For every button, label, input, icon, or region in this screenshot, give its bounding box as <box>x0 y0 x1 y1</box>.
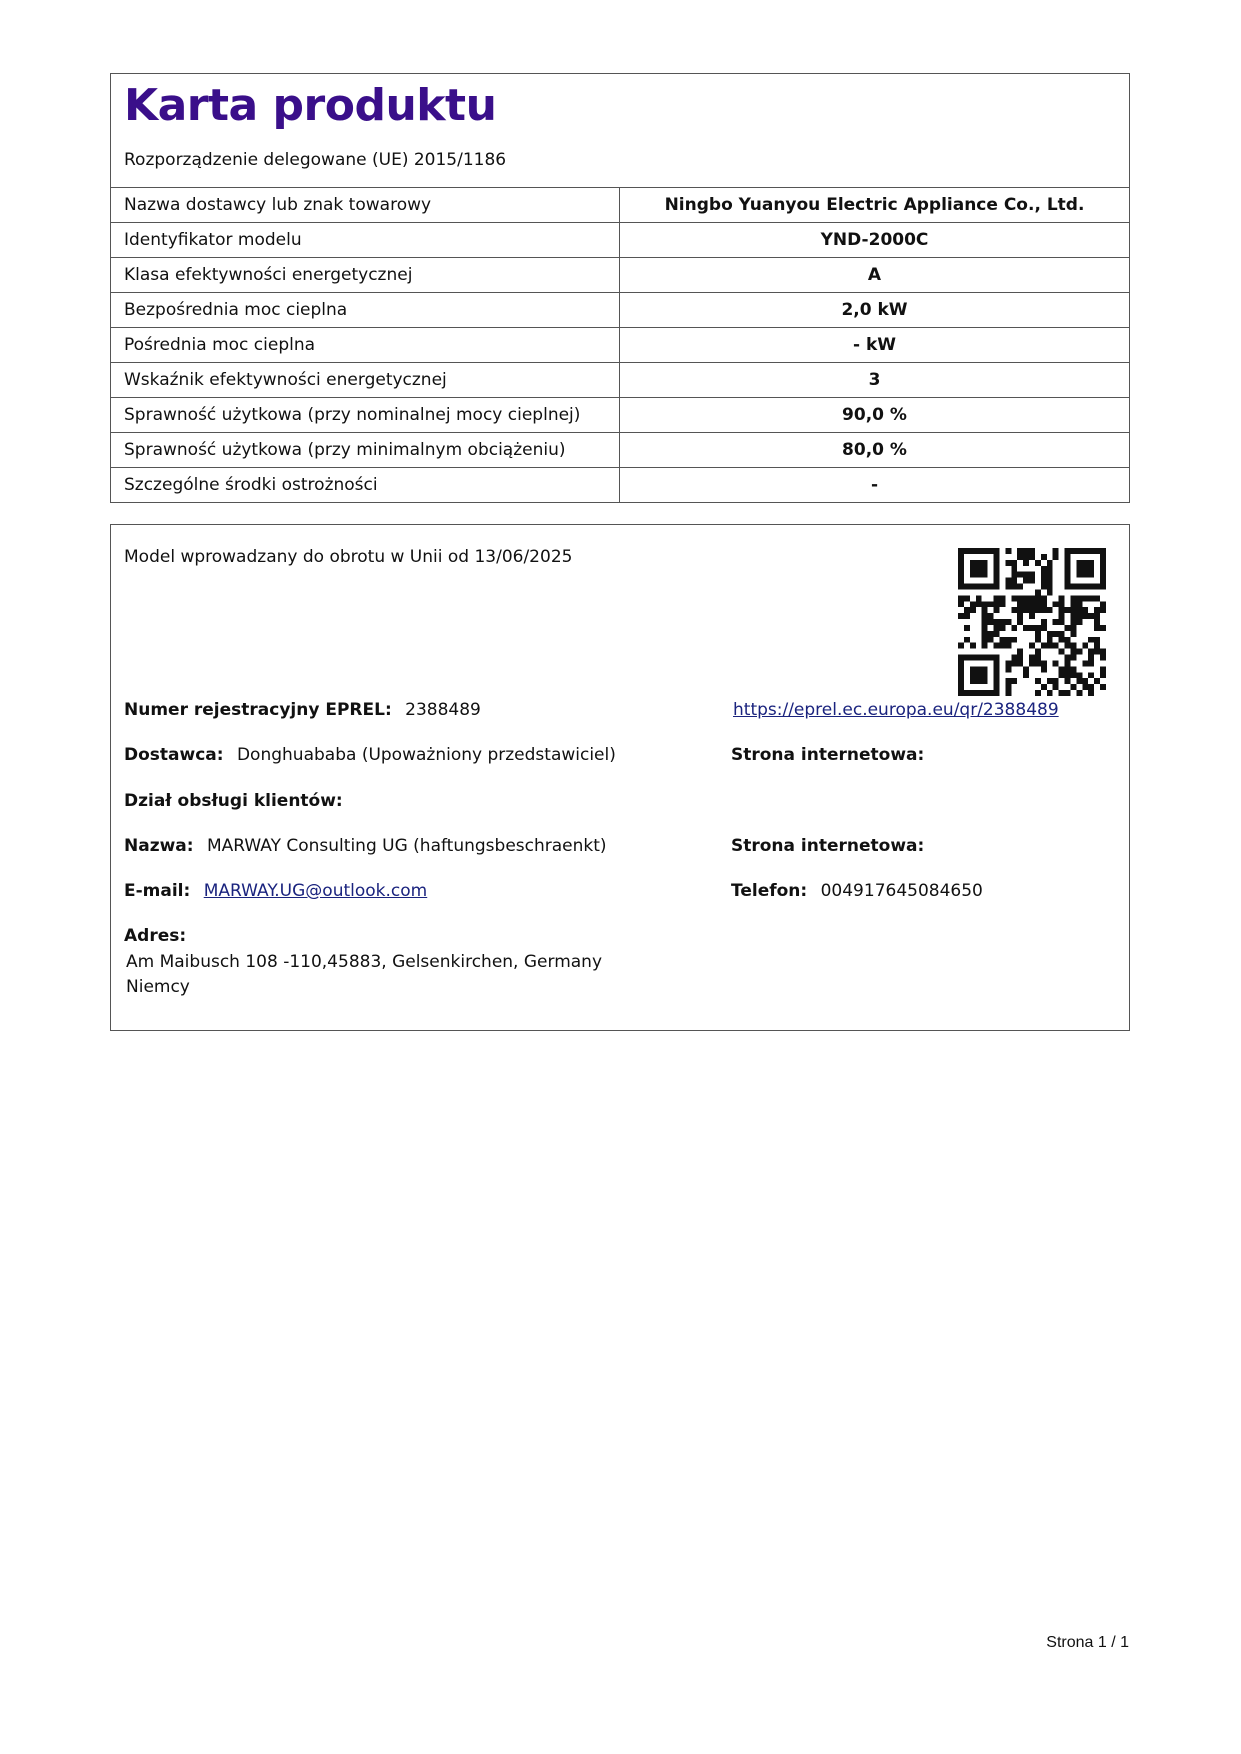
page-title: Karta produktu <box>124 80 497 131</box>
table-row <box>111 433 1129 468</box>
table-row <box>111 328 1129 363</box>
row-label: Wskaźnik efektywności energetycznej <box>111 363 620 398</box>
row-label: Identyfikator modelu <box>111 223 620 258</box>
table-row <box>111 363 1129 398</box>
supplier-name: Donghuababa (Upoważniony przedstawiciel) <box>236 745 616 765</box>
email-label: E-mail: <box>124 881 191 901</box>
customer-service-label: Dział obsługi klientów: <box>124 791 343 811</box>
table-row <box>111 468 1129 503</box>
name-label: Nazwa: <box>124 836 194 856</box>
row-label: Bezpośrednia moc cieplna <box>111 293 620 328</box>
row-label: Pośrednia moc cieplna <box>111 328 620 363</box>
row-label: Klasa efektywności energetycznej <box>111 258 620 293</box>
row-label: Szczególne środki ostrożności <box>111 468 620 503</box>
row-value: - <box>620 468 1130 503</box>
regulation-reference: Rozporządzenie delegowane (UE) 2015/1186 <box>124 150 507 170</box>
row-label: Sprawność użytkowa (przy minimalnym obciążeniu) <box>111 433 620 468</box>
email-row <box>124 881 427 901</box>
eprel-number: 2388489 <box>405 700 481 720</box>
row-label: Sprawność użytkowa (przy nominalnej mocy cieplnej) <box>111 398 620 433</box>
qr-code <box>958 548 1106 696</box>
row-value: 2,0 kW <box>620 293 1130 328</box>
address-line-1: Am Maibusch 108 -110,45883, Gelsenkirchen, Germany <box>126 952 602 972</box>
phone-number: 004917645084650 <box>820 881 983 901</box>
product-parameters-table <box>111 188 1129 502</box>
row-label: Nazwa dostawcy lub znak towarowy <box>111 188 620 223</box>
product-card <box>110 73 1130 503</box>
table-row <box>111 188 1129 223</box>
row-value: 3 <box>620 363 1130 398</box>
company-name: MARWAY Consulting UG (haftungsbeschraenkt) <box>206 836 607 856</box>
table-row <box>111 258 1129 293</box>
address-label: Adres: <box>124 926 187 946</box>
row-value: 90,0 % <box>620 398 1130 433</box>
table-row <box>111 223 1129 258</box>
name-row <box>124 836 607 856</box>
row-value: A <box>620 258 1130 293</box>
row-value: Ningbo Yuanyou Electric Appliance Co., Ltd. <box>664 195 1085 215</box>
phone-label: Telefon: <box>731 881 808 901</box>
supplier-website-label: Strona internetowa: <box>731 745 925 765</box>
eprel-link[interactable]: https://eprel.ec.europa.eu/qr/2388489 <box>733 700 1059 720</box>
service-website-label: Strona internetowa: <box>731 836 925 856</box>
eprel-row <box>124 700 481 720</box>
info-box <box>110 524 1130 1031</box>
row-value: - kW <box>620 328 1130 363</box>
table-row <box>111 293 1129 328</box>
email-link[interactable]: MARWAY.UG@outlook.com <box>203 881 428 901</box>
supplier-label: Dostawca: <box>124 745 224 765</box>
table-row <box>111 398 1129 433</box>
market-date-text: Model wprowadzany do obrotu w Unii od 13/06/2025 <box>124 547 573 567</box>
address-line-2: Niemcy <box>126 977 190 997</box>
supplier-row <box>124 745 616 765</box>
row-value: YND-2000C <box>620 223 1130 258</box>
phone-row <box>731 881 983 901</box>
page-number: Strona 1 / 1 <box>1046 1634 1129 1651</box>
eprel-label: Numer rejestracyjny EPREL: <box>124 700 392 720</box>
card-header <box>111 74 1129 188</box>
row-value: 80,0 % <box>620 433 1130 468</box>
